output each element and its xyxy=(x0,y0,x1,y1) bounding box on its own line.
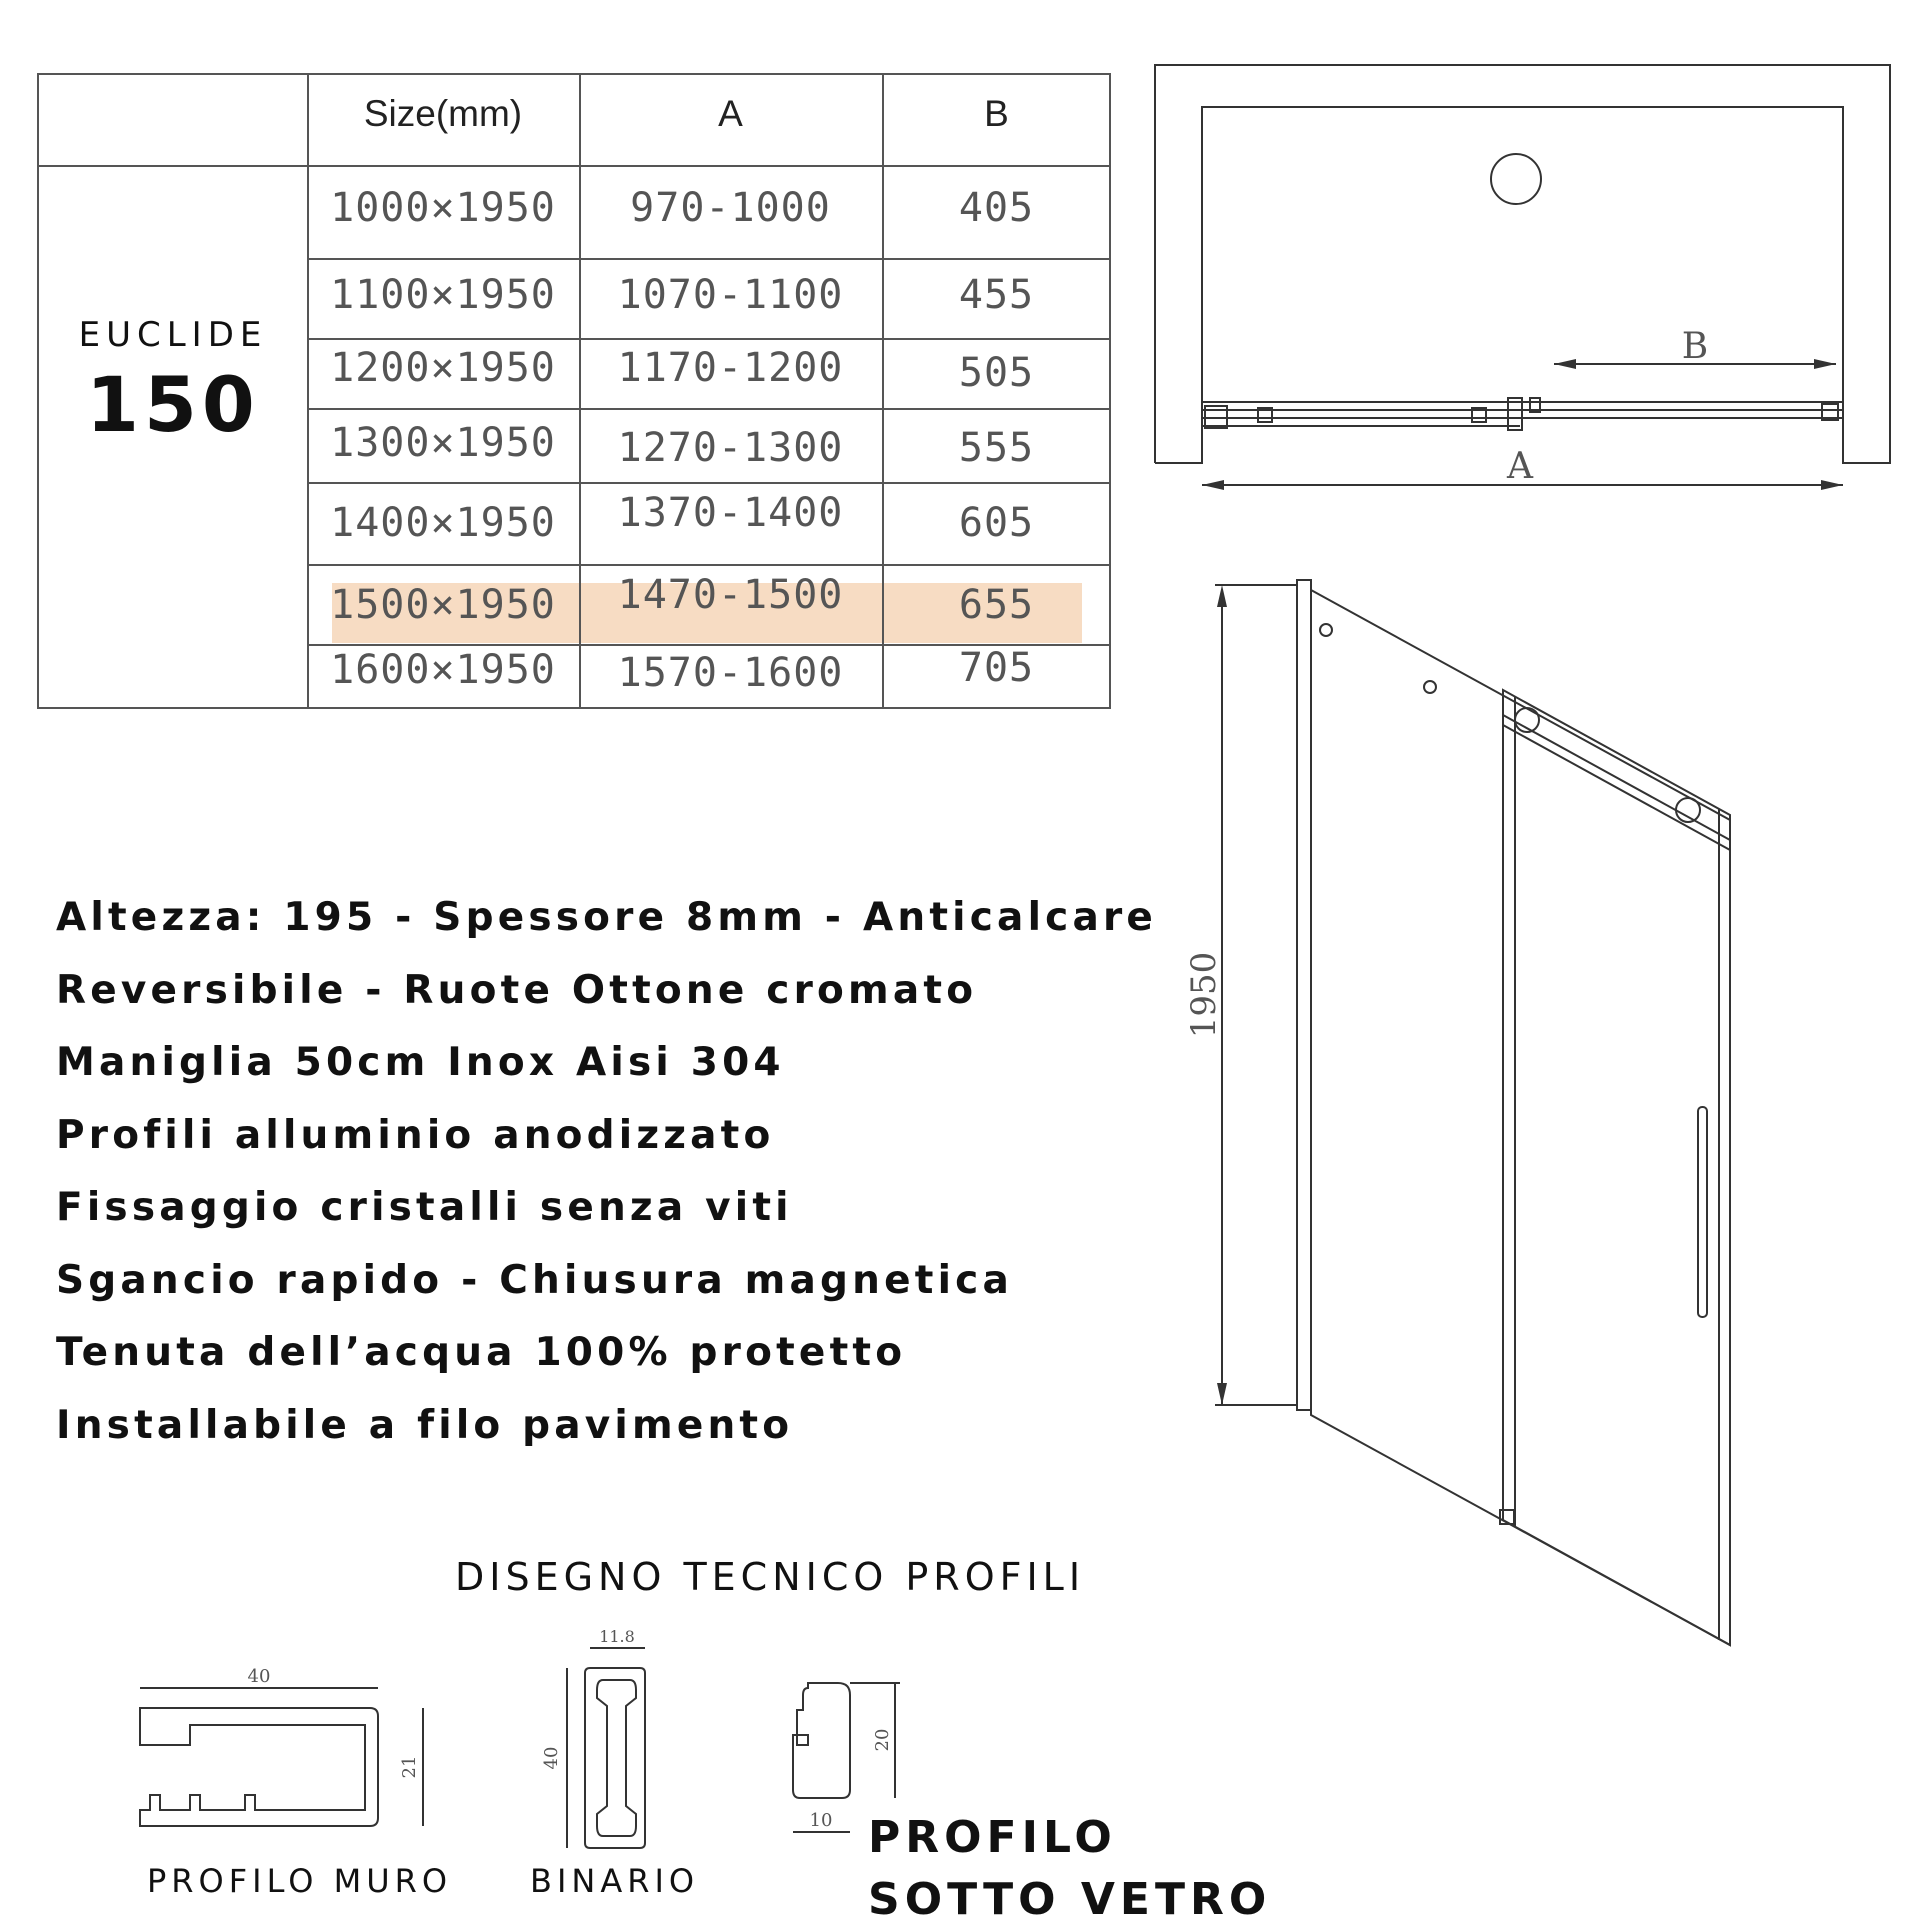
binario-height: 40 xyxy=(541,1746,562,1770)
profilo-muro-height: 21 xyxy=(399,1755,420,1779)
table-cell-b: 555 xyxy=(958,425,1035,471)
feature-item: Fissaggio cristalli senza viti xyxy=(56,1185,793,1230)
dimension-a-label: A xyxy=(1507,446,1533,487)
table-cell-b: 405 xyxy=(958,185,1035,231)
profilo-sotto-vetro-width: 10 xyxy=(809,1810,833,1831)
height-dimension-label: 1950 xyxy=(1184,951,1224,1039)
table-cell-b: 705 xyxy=(958,645,1035,691)
column-header-a: A xyxy=(718,93,743,134)
table-cell-size: 1000×1950 xyxy=(330,185,556,231)
profilo-sotto-vetro-shape xyxy=(793,1683,850,1798)
profilo-sotto-vetro-height: 20 xyxy=(872,1728,893,1752)
feature-item: Altezza: 195 - Spessore 8mm - Anticalcare xyxy=(56,895,1158,940)
table-cell-a: 970-1000 xyxy=(630,185,831,231)
profilo-muro-label: PROFILO MURO xyxy=(147,1862,453,1900)
table-cell-size: 1100×1950 xyxy=(330,272,556,318)
table-cell-a: 1170-1200 xyxy=(617,345,844,391)
feature-item: Installabile a filo pavimento xyxy=(56,1402,794,1448)
feature-item: Maniglia 50cm Inox Aisi 304 xyxy=(56,1040,785,1085)
profilo-sotto-vetro-label xyxy=(868,1807,1271,1931)
dimension-b-label: B xyxy=(1681,326,1709,367)
table-cell-size: 1400×1950 xyxy=(330,500,556,546)
table-cell-a: 1370-1400 xyxy=(617,490,844,536)
column-header-b: B xyxy=(984,93,1009,134)
feature-item: Reversibile - Ruote Ottone cromato xyxy=(56,967,978,1013)
binario-width: 11.8 xyxy=(599,1627,635,1646)
model-number: 150 xyxy=(86,360,260,449)
table-cell-a: 1570-1600 xyxy=(617,650,844,696)
table-cell-a: 1470-1500 xyxy=(617,572,844,618)
profilo-muro-width: 40 xyxy=(247,1666,271,1687)
profiles-section-title: DISEGNO TECNICO PROFILI xyxy=(455,1555,1086,1599)
table-cell-b: 605 xyxy=(958,500,1035,546)
feature-item: Sgancio rapido - Chiusura magnetica xyxy=(56,1257,1013,1303)
table-cell-b: 455 xyxy=(958,272,1035,318)
binario-label: BINARIO xyxy=(530,1862,700,1900)
profilo-sotto-vetro-label-line1: PROFILO xyxy=(868,1812,1117,1863)
table-cell-size: 1600×1950 xyxy=(330,647,556,693)
table-cell-a: 1070-1100 xyxy=(617,272,844,318)
column-header-size: Size(mm) xyxy=(363,93,523,134)
model-name: EUCLIDE xyxy=(78,315,268,355)
profilo-sotto-vetro-label-line2: SOTTO VETRO xyxy=(868,1874,1272,1925)
feature-item: Tenuta dell’acqua 100% protetto xyxy=(56,1330,907,1375)
table-cell-size: 1500×1950 xyxy=(330,582,556,628)
table-cell-size: 1200×1950 xyxy=(330,345,556,391)
table-cell-a: 1270-1300 xyxy=(617,425,844,471)
table-cell-b: 505 xyxy=(958,350,1035,396)
table-cell-size: 1300×1950 xyxy=(330,420,556,466)
feature-item: Profili alluminio anodizzato xyxy=(56,1112,775,1158)
table-cell-b: 655 xyxy=(958,582,1035,628)
